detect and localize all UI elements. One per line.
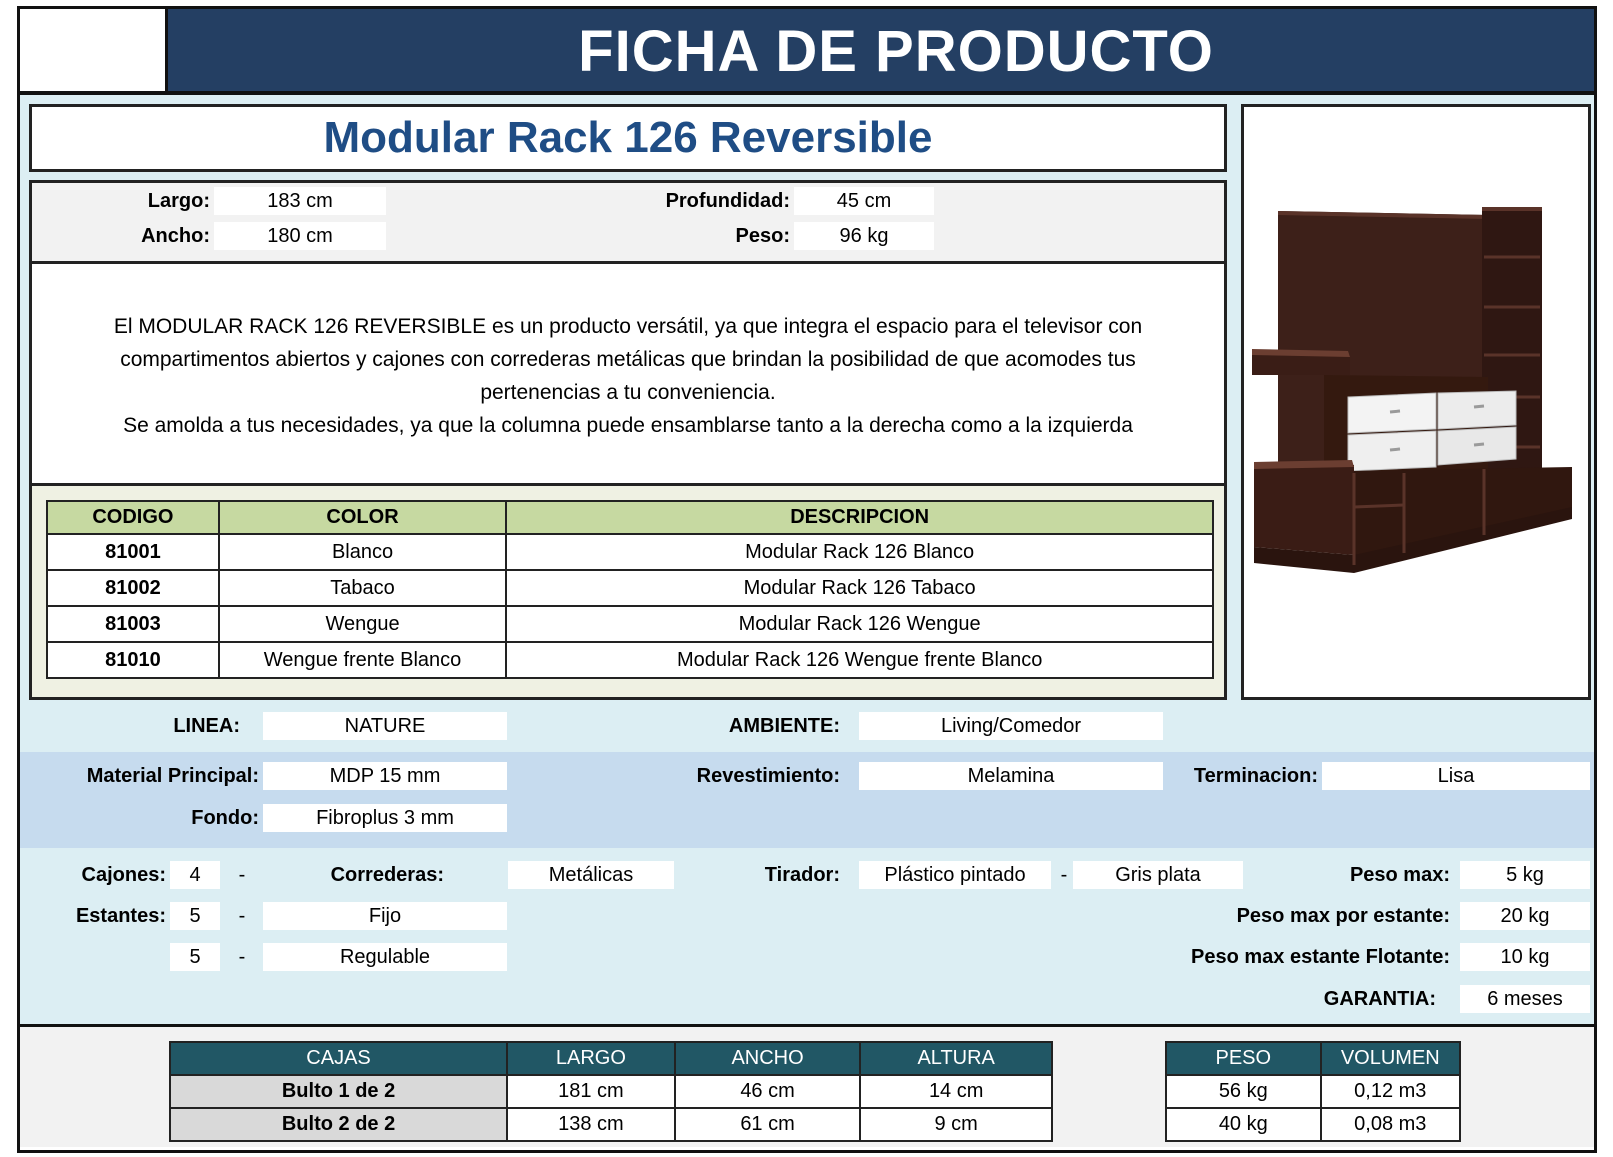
header-descripcion: DESCRIPCION: [506, 501, 1213, 534]
header-codigo: CODIGO: [47, 501, 219, 534]
logo-placeholder: [20, 9, 168, 94]
largo-label: Largo:: [147, 190, 210, 212]
peso-estante-label: Peso max por estante:: [1236, 905, 1450, 927]
volumen-cell: 0,08 m3: [1321, 1108, 1460, 1141]
linea-value: NATURE: [263, 712, 507, 740]
color-cell: Wengue frente Blanco: [219, 642, 507, 678]
estantes-reg-value: Regulable: [263, 943, 507, 971]
peso-flotante-value: 10 kg: [1460, 943, 1590, 971]
description-line: pertenencias a tu conveniencia.: [480, 381, 776, 404]
altura-cell: 9 cm: [860, 1108, 1052, 1141]
correderas-label: Correderas:: [330, 864, 444, 886]
estantes-fijo-value: Fijo: [263, 902, 507, 930]
revestimiento-value: Melamina: [859, 762, 1163, 790]
linea-label: LINEA:: [173, 715, 240, 737]
largo-cell: 138 cm: [507, 1108, 675, 1141]
product-photo: [1241, 104, 1591, 700]
caja-cell: Bulto 2 de 2: [170, 1108, 507, 1141]
page-header: FICHA DE PRODUCTO: [168, 9, 1594, 94]
largo-value: 183 cm: [214, 187, 386, 215]
peso-cell: 40 kg: [1166, 1108, 1321, 1141]
table-row: [47, 642, 1213, 678]
altura-cell: 14 cm: [860, 1075, 1052, 1108]
ancho-value: 180 cm: [214, 222, 386, 250]
garantia-value: 6 meses: [1460, 985, 1590, 1013]
table-row: [47, 570, 1213, 606]
cajones-value: 4: [170, 861, 220, 889]
fondo-label: Fondo:: [191, 807, 259, 829]
header-color: COLOR: [219, 501, 507, 534]
peso-value: 96 kg: [794, 222, 934, 250]
ancho-cell: 61 cm: [675, 1108, 861, 1141]
revestimiento-label: Revestimiento:: [696, 765, 840, 787]
tirador-color-value: Gris plata: [1073, 861, 1243, 889]
description-line: El MODULAR RACK 126 REVERSIBLE es un producto versátil, ya que integra el espacio para el televisor con: [113, 315, 1143, 338]
estantes-reg-qty: 5: [170, 943, 220, 971]
estantes-fijo-qty: 5: [170, 902, 220, 930]
description-line: Se amolda a tus necesidades, ya que la columna puede ensamblarse tanto a la derecha como a la izquierda: [123, 414, 1133, 437]
weight-header-row: [1166, 1042, 1460, 1075]
largo-cell: 181 cm: [507, 1075, 675, 1108]
tirador-value: Plástico pintado: [859, 861, 1051, 889]
boxes-table: [169, 1041, 1053, 1142]
color-cell: Tabaco: [219, 570, 507, 606]
codigo-cell: 81003: [47, 606, 219, 642]
header-altura: ALTURA: [860, 1042, 1052, 1075]
ambiente-label: AMBIENTE:: [728, 715, 840, 737]
peso-max-label: Peso max:: [1349, 864, 1450, 886]
profundidad-value: 45 cm: [794, 187, 934, 215]
peso-label: Peso:: [735, 225, 790, 247]
ambiente-value: Living/Comedor: [859, 712, 1163, 740]
tirador-label: Tirador:: [764, 864, 840, 886]
separator-dash: -: [1060, 864, 1068, 886]
cajones-label: Cajones:: [81, 864, 166, 886]
peso-flotante-label: Peso max estante Flotante:: [1191, 946, 1450, 968]
table-row: [1166, 1075, 1460, 1108]
table-row: [1166, 1108, 1460, 1141]
color-cell: Blanco: [219, 534, 507, 570]
ancho-label: Ancho:: [141, 225, 210, 247]
volumen-cell: 0,12 m3: [1321, 1075, 1460, 1108]
codes-header-row: [47, 501, 1213, 534]
separator-dash: -: [238, 946, 246, 968]
table-row: [47, 534, 1213, 570]
descripcion-cell: Modular Rack 126 Tabaco: [506, 570, 1213, 606]
peso-cell: 56 kg: [1166, 1075, 1321, 1108]
product-description: [29, 264, 1227, 486]
separator-dash: -: [238, 905, 246, 927]
estantes-label: Estantes:: [75, 905, 166, 927]
separator-dash: -: [238, 864, 246, 886]
product-title: Modular Rack 126 Reversible: [29, 104, 1227, 172]
profundidad-label: Profundidad:: [665, 190, 790, 212]
codigo-cell: 81002: [47, 570, 219, 606]
modular-rack-image: [1244, 107, 1588, 697]
header-cajas: CAJAS: [170, 1042, 507, 1075]
material-value: MDP 15 mm: [263, 762, 507, 790]
header-largo: LARGO: [507, 1042, 675, 1075]
boxes-header-row: [170, 1042, 1052, 1075]
header-peso: PESO: [1166, 1042, 1321, 1075]
descripcion-cell: Modular Rack 126 Blanco: [506, 534, 1213, 570]
table-row: [47, 606, 1213, 642]
caja-cell: Bulto 1 de 2: [170, 1075, 507, 1108]
descripcion-cell: Modular Rack 126 Wengue frente Blanco: [506, 642, 1213, 678]
material-label: Material Principal:: [86, 765, 259, 787]
terminacion-value: Lisa: [1322, 762, 1590, 790]
peso-max-value: 5 kg: [1460, 861, 1590, 889]
table-row: [170, 1075, 1052, 1108]
descripcion-cell: Modular Rack 126 Wengue: [506, 606, 1213, 642]
color-cell: Wengue: [219, 606, 507, 642]
codigo-cell: 81001: [47, 534, 219, 570]
weight-table: [1165, 1041, 1461, 1142]
header-ancho: ANCHO: [675, 1042, 861, 1075]
header-volumen: VOLUMEN: [1321, 1042, 1460, 1075]
table-row: [170, 1108, 1052, 1141]
correderas-value: Metálicas: [508, 861, 674, 889]
codes-table: [46, 500, 1214, 679]
ancho-cell: 46 cm: [675, 1075, 861, 1108]
fondo-value: Fibroplus 3 mm: [263, 804, 507, 832]
description-line: compartimentos abiertos y cajones con correderas metálicas que brindan la posibilidad de que acomodes tus: [120, 348, 1136, 371]
codigo-cell: 81010: [47, 642, 219, 678]
peso-estante-value: 20 kg: [1460, 902, 1590, 930]
terminacion-label: Terminacion:: [1193, 765, 1318, 787]
garantia-label: GARANTIA:: [1323, 988, 1436, 1010]
